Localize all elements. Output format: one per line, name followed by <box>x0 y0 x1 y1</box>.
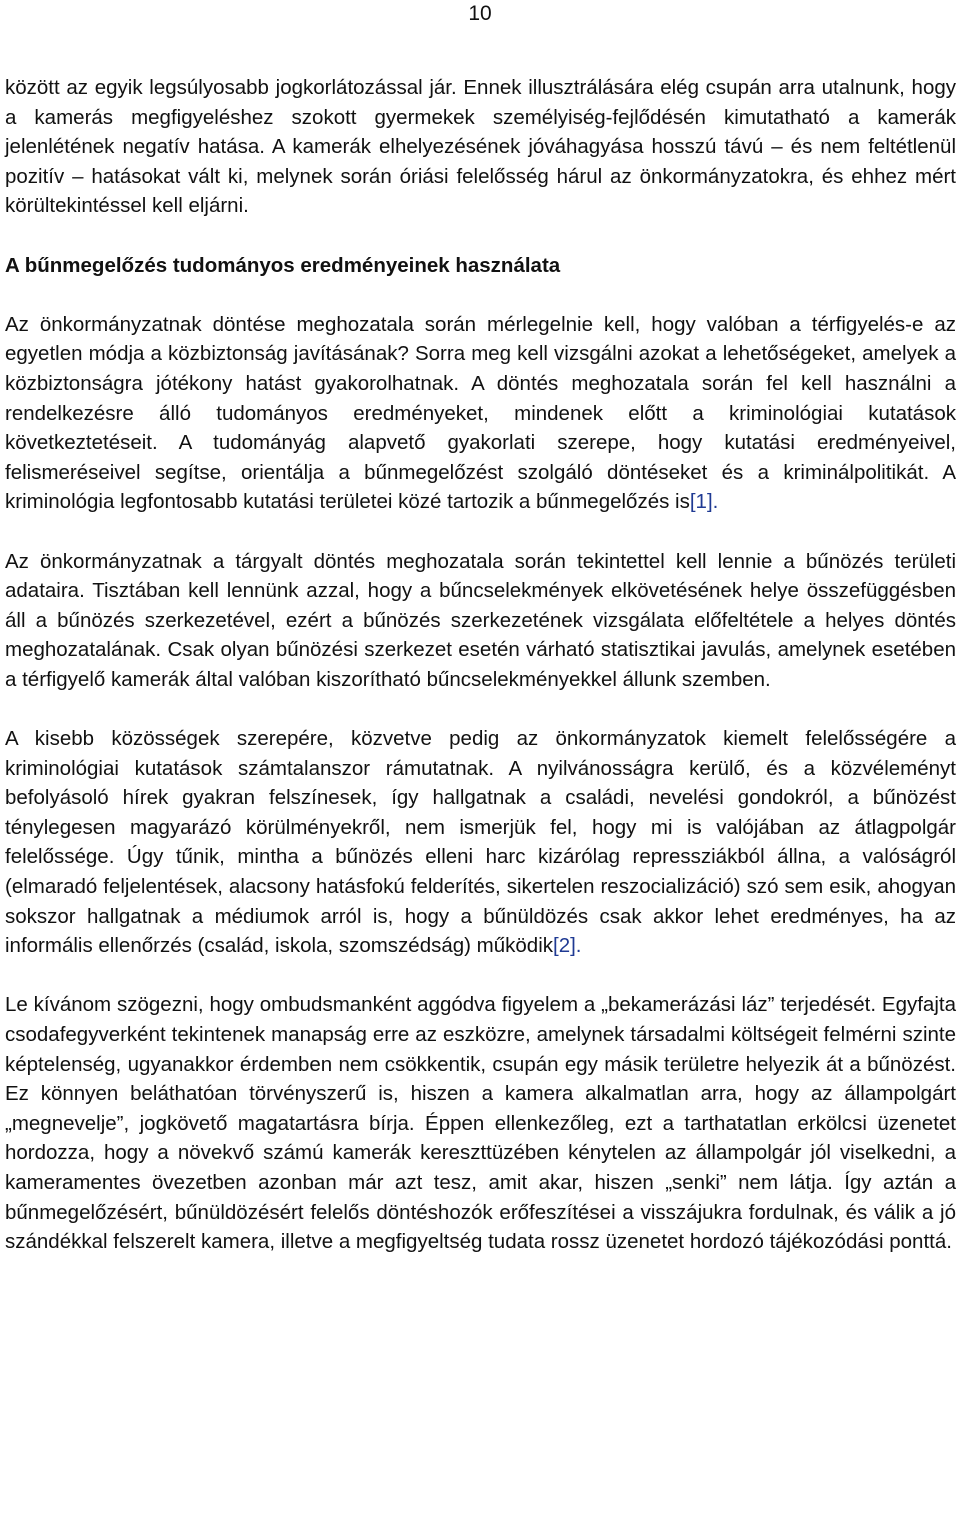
paragraph-spacer <box>5 280 956 310</box>
paragraph-science <box>5 310 956 517</box>
paragraph-territorial-data: Az önkormányzatnak a tárgyalt döntés meghozatala során tekintettel kell lennie a bűnözés területi adataira. Tisztában kell lennünk azzal, hogy a bűncselekmények elkövetésének helye összefüggésben áll a bűnözés szerkezetével, ezért a bűnözés szerkezetének vizsgálata előfeltétele a helyes döntés meghozatalának. Csak olyan bűnözési szerkezet esetén várható statisztikai javulás, amelynek esetében a térfigyelő kamerák által valóban kiszorítható bűncselekményekkel állunk szemben. <box>5 549 956 691</box>
paragraph-spacer <box>5 694 956 724</box>
footnote-ref-2[interactable]: [2]. <box>553 934 582 958</box>
paragraph-communities <box>5 724 956 961</box>
paragraph-spacer <box>5 221 956 251</box>
paragraph-communities-text: A kisebb közösségek szerepére, közvetve pedig az önkormányzatok kiemelt felelősségére a kriminológiai kutatások számtalanszor rámutatnak. A nyilvánosságra kerülő, és a közvéleményt befolyásoló hírek gyakran felszínesek, így hallgatnak a családi, nevelési gondokról, a bűnözést ténylegesen magyarázó körülményekről, nem ismerjük fel, hogy mi is valójában az átlagpolgár felelőssége. Úgy tűnik, mintha a bűnözés elleni harc kizárólag repressziákból állna, a valóságról (elmaradó feljelentések, alacsony hatásfokú felderítés, sikertelen reszocializáció) szó sem esik, ahogyan sokszor hallgatnak a médiumok arról is, hogy a bűnüldözés csak akkor lehet eredményes, ha az informális ellenőrzés (család, iskola, szomszédság) működik <box>5 727 956 958</box>
paragraph-spacer <box>5 961 956 991</box>
footnote-ref-1[interactable]: [1]. <box>689 490 719 514</box>
paragraph-science-text: Az önkormányzatnak döntése meghozatala során mérlegelnie kell, hogy valóban a térfigyelés-e az egyetlen módja a közbiztonság javításának? Sorra meg kell vizsgálni azokat a lehetőségeket, amelyek a közbiztonságra jótékony hatást gyakorolhatnak. A döntés meghozatala során fel kell használni a rendelkezésre álló tudományos eredményeket, mindenek előtt a kriminológiai kutatások következtetéseit. A tudományág alapvető gyakorlati szerepe, hogy kutatási eredményeivel, felismeréseivel segítse, orientálja a bűnmegelőzést szolgáló döntéseket és a kriminálpolitikát. A kriminológia legfontosabb kutatási területei közé tartozik a bűnmegelőzés is <box>5 312 956 514</box>
paragraph-ombudsman: Le kívánom szögezni, hogy ombudsmanként aggódva figyelem a „bekamerázási láz” terjedését. Egyfajta csodafegyverként tekintenek manapság erre az eszközre, amelynek társadalmi költségeit felmérni szinte képtelenség, ugyanakkor érdemben nem csökkentik, csupán egy másik területre helyezik át a bűnözést. Ez könnyen beláthatóan törvényszerű is, hiszen a kamera alkalmatlan arra, hogy az állampolgárt „megnevelje”, jogkövető magatartásra bírja. Éppen ellenkezőleg, ezt a tarthatatlan erkölcsi üzenetet hordozza, hogy a növekvő számú kamerák kereszttüzében kénytelen az állampolgár jól viselkedni, a kameramentes övezetben azonban már azt tesz, amit akar, hiszen „senki” nem látja. Így aztán a bűnmegelőzésért, bűnüldözésért felelős döntéshozók erőfeszítései a visszájukra fordulnak, és válik a jó szándékkal felszerelt kamera, illetve a megfigyeltség tudata rossz üzenetet hordozó tájékozódási ponttá. <box>5 993 956 1254</box>
paragraph-spacer <box>5 517 956 547</box>
paragraph-intro: között az egyik legsúlyosabb jogkorlátozással jár. Ennek illusztrálására elég csupán arra utalnunk, hogy a kamerás megfigyeléshez szokott gyermekek személyiség-fejlődésén kimutatható a kamerák jelenlétének negatív hatása. A kamerák elhelyezésének jóváhagyása hosszú távú – és nem feltétlenül pozitív – hatásokat vált ki, melynek során óriási felelősség hárul az önkormányzatokra, és ehhez mért körültekintéssel kell eljárni. <box>5 76 956 218</box>
document-body <box>5 73 956 1257</box>
section-heading: A bűnmegelőzés tudományos eredményeinek használata <box>5 253 561 277</box>
page-number: 10 <box>468 2 492 25</box>
